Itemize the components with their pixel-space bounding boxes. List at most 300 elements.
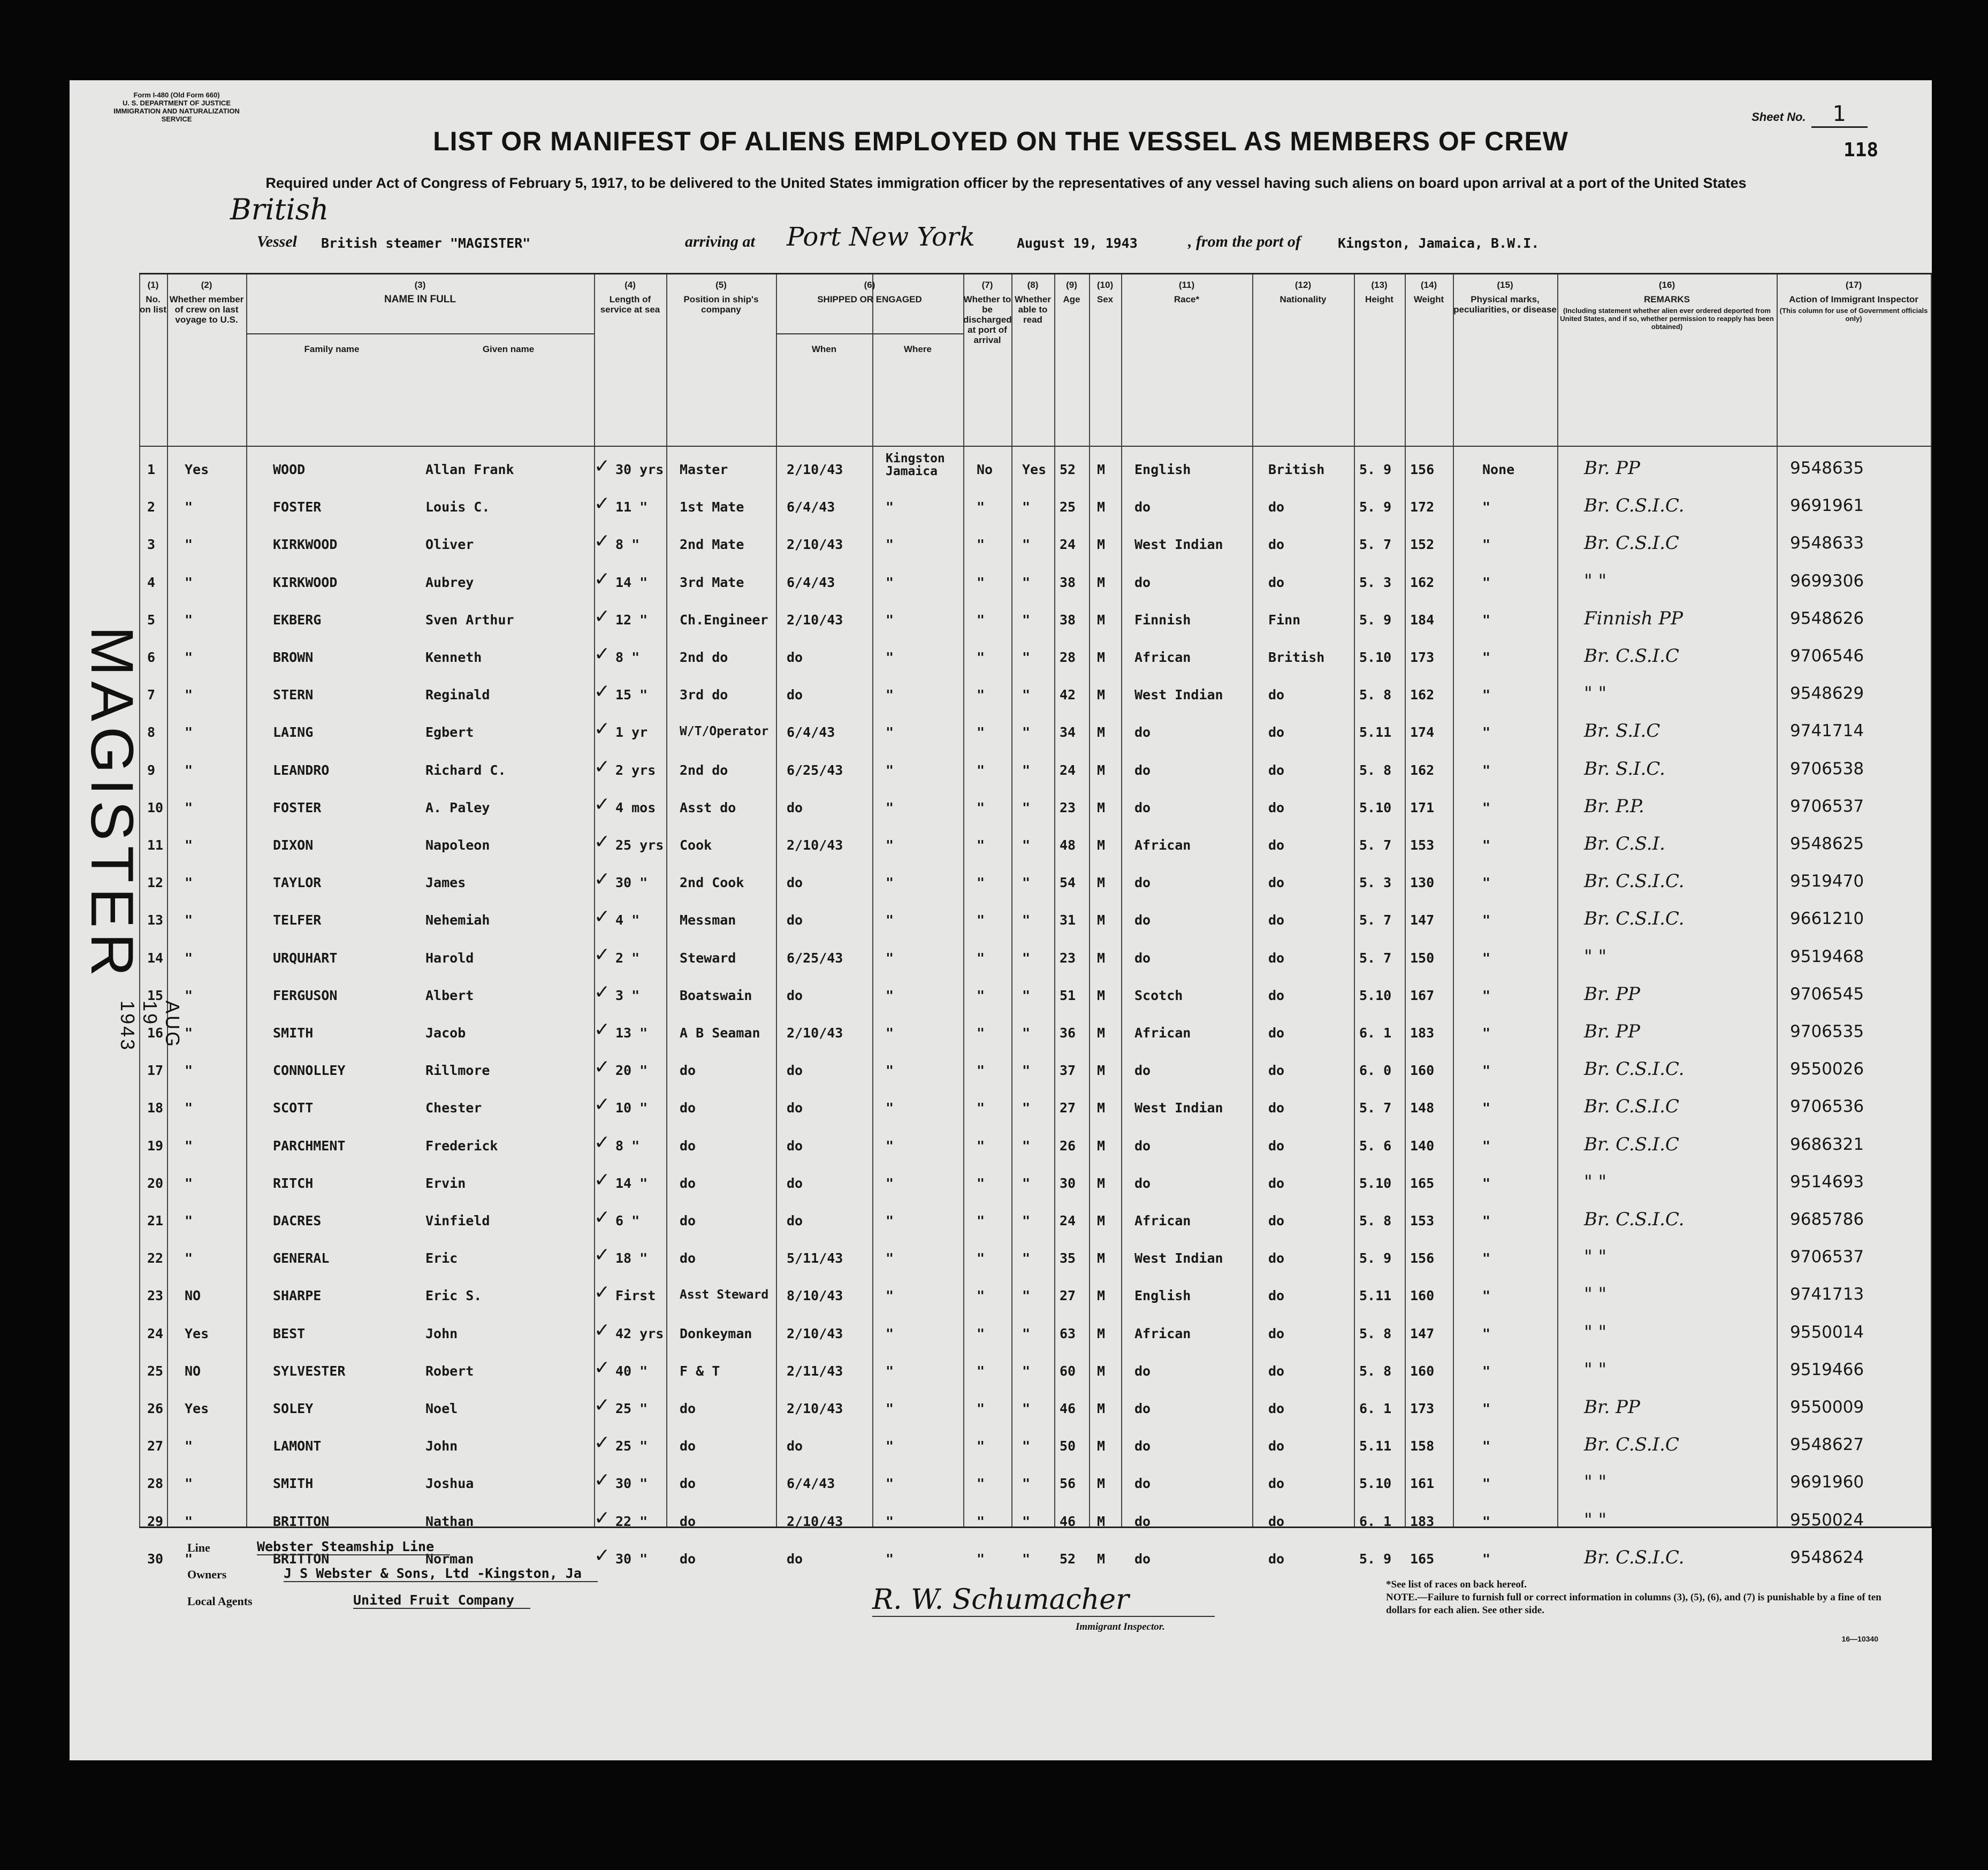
table-row <box>139 1465 1932 1502</box>
cell-remarks: Finnish PP <box>1584 607 1684 629</box>
cell-remarks: Br. C.S.I.C <box>1584 532 1679 554</box>
cell-family-name: KIRKWOOD <box>273 574 338 590</box>
cell-height: 5. 7 <box>1359 1100 1392 1116</box>
cell-weight: 162 <box>1410 762 1435 778</box>
cell-race: do <box>1134 1476 1151 1492</box>
vessel-stamp: MAGISTER AUG 19 1943 <box>79 626 184 1052</box>
cell-inspector-action: 9519468 <box>1790 947 1864 966</box>
cell-sex: M <box>1097 1363 1106 1379</box>
table-row <box>139 1165 1932 1202</box>
table-row <box>139 827 1932 864</box>
cell-nationality: do <box>1268 1288 1285 1304</box>
cell-remarks: " " <box>1584 1246 1607 1268</box>
cell-last-voyage: " <box>185 1438 193 1454</box>
cell-inspector-action: 9706538 <box>1790 759 1864 778</box>
cell-sex: M <box>1097 799 1106 815</box>
cell-shipped-when: do <box>787 1551 803 1567</box>
cell-discharged: " <box>977 1438 985 1454</box>
cell-family-name: URQUHART <box>273 950 338 966</box>
cell-given-name: Richard C. <box>425 762 506 778</box>
cell-able-to-read: " <box>1022 1438 1031 1454</box>
cell-shipped-when: 2/10/43 <box>787 1025 843 1041</box>
cell-service-length: 25 " <box>615 1401 648 1416</box>
table-row <box>139 1428 1932 1465</box>
cell-inspector-action: 9550014 <box>1790 1322 1864 1342</box>
cell-row-no: 17 <box>147 1063 164 1079</box>
cell-discharged: " <box>977 724 985 741</box>
cell-row-no: 19 <box>147 1138 164 1154</box>
check-mark-icon: ✓ <box>594 530 611 553</box>
cell-given-name: Sven Arthur <box>425 612 514 628</box>
cell-age: 42 <box>1060 687 1076 703</box>
cell-race: West Indian <box>1134 537 1223 553</box>
cell-remarks: " " <box>1584 1358 1607 1380</box>
cell-height: 5. 7 <box>1359 537 1392 553</box>
cell-sex: M <box>1097 950 1106 966</box>
cell-discharged: " <box>977 1325 985 1341</box>
cell-inspector-action: 9706546 <box>1790 646 1864 666</box>
cell-service-length: 2 " <box>615 950 640 966</box>
cell-height: 5. 8 <box>1359 1213 1392 1228</box>
check-mark-icon: ✓ <box>594 1394 611 1416</box>
cell-nationality: do <box>1268 950 1285 966</box>
cell-inspector-action: 9548627 <box>1790 1435 1864 1455</box>
cell-shipped-where: " <box>886 799 894 815</box>
check-mark-icon: ✓ <box>594 1319 611 1341</box>
cell-weight: 156 <box>1410 1250 1435 1266</box>
cell-shipped-when: 6/4/43 <box>787 724 835 741</box>
check-mark-icon: ✓ <box>594 455 611 477</box>
cell-age: 38 <box>1060 574 1076 590</box>
cell-discharged: " <box>977 875 985 891</box>
cell-remarks: Br. C.S.I.C <box>1584 1133 1679 1155</box>
cell-family-name: TELFER <box>273 912 322 928</box>
cell-shipped-when: 6/25/43 <box>787 762 843 778</box>
cell-family-name: DIXON <box>273 837 314 853</box>
page-title: LIST OR MANIFEST OF ALIENS EMPLOYED ON THE VESSEL AS MEMBERS OF CREW <box>433 126 1568 156</box>
cell-shipped-where: " <box>886 762 894 778</box>
cell-shipped-where: " <box>886 574 894 590</box>
cell-race: do <box>1134 1175 1151 1191</box>
cell-discharged: " <box>977 1401 985 1416</box>
cell-service-length: 12 " <box>615 612 648 628</box>
cell-race: African <box>1134 650 1191 665</box>
cell-nationality: do <box>1268 499 1285 515</box>
cell-service-length: 25 yrs <box>615 837 664 853</box>
cell-last-voyage: " <box>185 837 193 853</box>
cell-position: W/T/Operator <box>680 724 769 739</box>
cell-able-to-read: " <box>1022 1175 1031 1191</box>
cell-family-name: KIRKWOOD <box>273 537 338 553</box>
manifest-footer <box>187 1541 1900 1701</box>
cell-given-name: Robert <box>425 1363 474 1379</box>
header-marks: (15) Physical marks, peculiarities, or disease <box>1453 280 1557 315</box>
cell-discharged: " <box>977 1063 985 1079</box>
cell-shipped-where: " <box>886 1476 894 1492</box>
cell-service-length: 14 " <box>615 574 648 590</box>
cell-physical-marks: " <box>1482 1325 1491 1341</box>
cell-race: do <box>1134 950 1151 966</box>
cell-able-to-read: " <box>1022 912 1031 928</box>
cell-able-to-read: " <box>1022 537 1031 553</box>
cell-position: do <box>680 1063 696 1079</box>
cell-inspector-action: 9691961 <box>1790 496 1864 516</box>
cell-family-name: SHARPE <box>273 1288 322 1304</box>
cell-service-length: 1 yr <box>615 724 648 741</box>
form-identifier: Form I-480 (Old Form 660) U. S. DEPARTMENT OF JUSTICE IMMIGRATION AND NATURALIZATION SERVICE <box>113 91 240 123</box>
cell-shipped-where: " <box>886 1138 894 1154</box>
cell-nationality: do <box>1268 1175 1285 1191</box>
check-mark-icon: ✓ <box>594 1207 611 1228</box>
cell-height: 5. 3 <box>1359 574 1392 590</box>
cell-given-name: Frederick <box>425 1138 498 1154</box>
cell-able-to-read: " <box>1022 1325 1031 1341</box>
cell-nationality: do <box>1268 1401 1285 1416</box>
cell-shipped-where: " <box>886 1325 894 1341</box>
cell-nationality: do <box>1268 799 1285 815</box>
cell-weight: 165 <box>1410 1551 1435 1567</box>
cell-shipped-where: " <box>886 1401 894 1416</box>
cell-discharged: " <box>977 1476 985 1492</box>
cell-nationality: do <box>1268 1063 1285 1079</box>
table-row <box>139 752 1932 789</box>
cell-row-no: 7 <box>147 687 156 703</box>
cell-able-to-read: " <box>1022 799 1031 815</box>
cell-shipped-when: 6/4/43 <box>787 574 835 590</box>
cell-height: 5. 7 <box>1359 950 1392 966</box>
cell-row-no: 25 <box>147 1363 164 1379</box>
cell-able-to-read: " <box>1022 1363 1031 1379</box>
table-row <box>139 902 1932 939</box>
cell-position: do <box>680 1100 696 1116</box>
cell-nationality: do <box>1268 837 1285 853</box>
cell-inspector-action: 9741714 <box>1790 721 1864 741</box>
cell-sex: M <box>1097 537 1106 553</box>
cell-nationality: do <box>1268 1138 1285 1154</box>
cell-family-name: SMITH <box>273 1476 314 1492</box>
cell-race: do <box>1134 1551 1151 1567</box>
cell-family-name: DACRES <box>273 1213 322 1228</box>
cell-given-name: James <box>425 875 466 891</box>
cell-weight: 174 <box>1410 724 1435 741</box>
cell-remarks: " " <box>1584 1471 1607 1493</box>
cell-last-voyage: " <box>185 537 193 553</box>
check-mark-icon: ✓ <box>594 1019 611 1041</box>
cell-remarks: " " <box>1584 1284 1607 1306</box>
cell-height: 5. 9 <box>1359 499 1392 515</box>
cell-able-to-read: " <box>1022 762 1031 778</box>
cell-shipped-when: 2/10/43 <box>787 537 843 553</box>
cell-sex: M <box>1097 1063 1106 1079</box>
cell-sex: M <box>1097 462 1106 477</box>
cell-inspector-action: 9548629 <box>1790 684 1864 704</box>
cell-height: 5. 8 <box>1359 762 1392 778</box>
cell-nationality: do <box>1268 1213 1285 1228</box>
cell-row-no: 15 <box>147 987 164 1003</box>
cell-last-voyage: " <box>185 1025 193 1041</box>
cell-able-to-read: " <box>1022 724 1031 741</box>
cell-row-no: 10 <box>147 799 164 815</box>
cell-age: 36 <box>1060 1025 1076 1041</box>
cell-discharged: " <box>977 650 985 665</box>
cell-position: do <box>680 1213 696 1228</box>
cell-able-to-read: " <box>1022 875 1031 891</box>
cell-last-voyage: Yes <box>185 462 209 477</box>
cell-inspector-action: 9514693 <box>1790 1172 1864 1192</box>
cell-sex: M <box>1097 650 1106 665</box>
cell-discharged: " <box>977 499 985 515</box>
cell-age: 27 <box>1060 1100 1076 1116</box>
cell-shipped-when: do <box>787 799 803 815</box>
table-row <box>139 1240 1932 1277</box>
check-mark-icon: ✓ <box>594 1281 611 1304</box>
cell-given-name: Chester <box>425 1100 482 1116</box>
cell-shipped-when: 6/4/43 <box>787 499 835 515</box>
cell-row-no: 28 <box>147 1476 164 1492</box>
cell-shipped-when: 2/10/43 <box>787 837 843 853</box>
table-row <box>139 1202 1932 1240</box>
cell-last-voyage: " <box>185 724 193 741</box>
cell-age: 24 <box>1060 537 1076 553</box>
cell-shipped-where: " <box>886 612 894 628</box>
cell-service-length: 8 " <box>615 537 640 553</box>
cell-row-no: 11 <box>147 837 164 853</box>
cell-race: do <box>1134 1401 1151 1416</box>
handwritten-flag: British <box>230 193 329 226</box>
cell-shipped-where: " <box>886 650 894 665</box>
cell-physical-marks: None <box>1482 462 1515 477</box>
cell-given-name: Joshua <box>425 1476 474 1492</box>
cell-weight: 152 <box>1410 537 1435 553</box>
cell-shipped-where: " <box>886 724 894 741</box>
cell-service-length: 25 " <box>615 1438 648 1454</box>
header-service: (4) Length of service at sea <box>600 280 660 315</box>
cell-last-voyage: " <box>185 799 193 815</box>
cell-shipped-when: 5/11/43 <box>787 1250 843 1266</box>
cell-physical-marks: " <box>1482 724 1491 741</box>
cell-remarks: Br. C.S.I.C <box>1584 1434 1679 1456</box>
cell-discharged: " <box>977 837 985 853</box>
cell-race: Finnish <box>1134 612 1191 628</box>
cell-physical-marks: " <box>1482 762 1491 778</box>
cell-remarks: Br. S.I.C. <box>1584 758 1665 780</box>
cell-row-no: 16 <box>147 1025 164 1041</box>
table-row <box>139 1390 1932 1428</box>
cell-able-to-read: " <box>1022 1100 1031 1116</box>
cell-weight: 184 <box>1410 612 1435 628</box>
cell-service-length: 18 " <box>615 1250 648 1266</box>
cell-able-to-read: " <box>1022 1250 1031 1266</box>
cell-position: do <box>680 1551 696 1567</box>
check-mark-icon: ✓ <box>594 793 611 815</box>
check-mark-icon: ✓ <box>594 1169 611 1191</box>
cell-shipped-where: " <box>886 1551 894 1567</box>
cell-weight: 150 <box>1410 950 1435 966</box>
cell-race: do <box>1134 1363 1151 1379</box>
cell-remarks: Br. C.S.I.C. <box>1584 495 1685 517</box>
cell-shipped-when: do <box>787 875 803 891</box>
cell-given-name: Oliver <box>425 537 474 553</box>
line-value: Webster Steamship Line <box>257 1539 450 1555</box>
cell-remarks: Br. PP <box>1584 983 1640 1005</box>
cell-last-voyage: " <box>185 987 193 1003</box>
cell-row-no: 8 <box>147 724 156 741</box>
cell-race: do <box>1134 1138 1151 1154</box>
page-number: 118 <box>1843 139 1878 161</box>
cell-nationality: do <box>1268 1250 1285 1266</box>
cell-sex: M <box>1097 687 1106 703</box>
footnotes: *See list of races on back hereof. NOTE.—Failure to furnish full or correct information in columns (3), (5), (6), and (7) is punishable by a fine of ten dollars for each alien. See other side. <box>1386 1579 1882 1616</box>
cell-height: 5.10 <box>1359 987 1392 1003</box>
cell-service-length: 30 " <box>615 1551 648 1567</box>
cell-height: 5.10 <box>1359 1175 1392 1191</box>
header-nationality: (12) Nationality <box>1279 280 1327 304</box>
cell-weight: 173 <box>1410 1401 1435 1416</box>
cell-position: 3rd Mate <box>680 574 744 590</box>
cell-weight: 148 <box>1410 1100 1435 1116</box>
cell-physical-marks: " <box>1482 1025 1491 1041</box>
cell-inspector-action: 9741713 <box>1790 1285 1864 1304</box>
cell-able-to-read: " <box>1022 837 1031 853</box>
cell-shipped-where: Kingston Jamaica <box>886 452 945 478</box>
cell-physical-marks: " <box>1482 650 1491 665</box>
cell-height: 6. 1 <box>1359 1513 1392 1529</box>
cell-service-length: 4 " <box>615 912 640 928</box>
check-mark-icon: ✓ <box>594 1356 611 1379</box>
cell-sex: M <box>1097 724 1106 741</box>
page-subtitle: Required under Act of Congress of February 5, 1917, to be delivered to the United States immigration officer by the representatives of any vessel having such aliens on board upon arrival at a port of the United States <box>265 175 1747 191</box>
cell-row-no: 30 <box>147 1551 164 1567</box>
vessel-label: Vessel <box>257 233 297 250</box>
cell-position: do <box>680 1138 696 1154</box>
cell-service-length: 13 " <box>615 1025 648 1041</box>
cell-able-to-read: " <box>1022 1138 1031 1154</box>
arriving-label: arriving at <box>685 233 755 250</box>
cell-remarks: Br. S.I.C <box>1584 720 1661 742</box>
cell-family-name: PARCHMENT <box>273 1138 346 1154</box>
cell-weight: 183 <box>1410 1513 1435 1529</box>
cell-able-to-read: " <box>1022 1551 1031 1567</box>
arriving-value: Port New York <box>787 222 975 252</box>
cell-physical-marks: " <box>1482 1213 1491 1228</box>
cell-race: African <box>1134 1025 1191 1041</box>
header-no: (1) No. on list <box>139 280 167 315</box>
cell-physical-marks: " <box>1482 1100 1491 1116</box>
cell-weight: 156 <box>1410 462 1435 477</box>
table-row <box>139 1353 1932 1390</box>
cell-inspector-action: 9548635 <box>1790 459 1864 478</box>
cell-sex: M <box>1097 875 1106 891</box>
cell-inspector-action: 9706537 <box>1790 796 1864 816</box>
cell-weight: 153 <box>1410 1213 1435 1228</box>
cell-shipped-when: do <box>787 650 803 665</box>
check-mark-icon: ✓ <box>594 943 611 966</box>
cell-service-length: 8 " <box>615 1138 640 1154</box>
cell-age: 60 <box>1060 1363 1076 1379</box>
cell-remarks: " " <box>1584 683 1607 705</box>
cell-row-no: 21 <box>147 1213 164 1228</box>
cell-race: English <box>1134 462 1191 477</box>
cell-weight: 153 <box>1410 837 1435 853</box>
cell-height: 6. 1 <box>1359 1025 1392 1041</box>
cell-position: 2nd Mate <box>680 537 744 553</box>
cell-family-name: TAYLOR <box>273 875 322 891</box>
cell-height: 5. 7 <box>1359 837 1392 853</box>
cell-row-no: 9 <box>147 762 156 778</box>
cell-height: 6. 0 <box>1359 1063 1392 1079</box>
table-row <box>139 1052 1932 1089</box>
cell-discharged: " <box>977 574 985 590</box>
cell-position: Ch.Engineer <box>680 612 768 628</box>
cell-given-name: Rillmore <box>425 1063 490 1079</box>
vessel-value: British steamer "MAGISTER" <box>321 235 531 251</box>
cell-given-name: Ervin <box>425 1175 466 1191</box>
cell-remarks: Br. PP <box>1584 457 1640 479</box>
check-mark-icon: ✓ <box>594 681 611 703</box>
cell-physical-marks: " <box>1482 687 1491 703</box>
header-read: (8) Whether able to read <box>1015 280 1051 325</box>
cell-shipped-when: do <box>787 987 803 1003</box>
cell-weight: 160 <box>1410 1363 1435 1379</box>
cell-weight: 167 <box>1410 987 1435 1003</box>
cell-service-length: 20 " <box>615 1063 648 1079</box>
from-port-value: Kingston, Jamaica, B.W.I. <box>1338 235 1540 251</box>
cell-nationality: do <box>1268 1325 1285 1341</box>
cell-inspector-action: 9519466 <box>1790 1360 1864 1379</box>
cell-age: 23 <box>1060 799 1076 815</box>
check-mark-icon: ✓ <box>594 493 611 515</box>
cell-sex: M <box>1097 1025 1106 1041</box>
cell-shipped-when: 6/25/43 <box>787 950 843 966</box>
cell-shipped-when: do <box>787 1175 803 1191</box>
cell-inspector-action: 9548624 <box>1790 1547 1864 1567</box>
cell-position: Asst Steward <box>680 1288 769 1302</box>
cell-row-no: 18 <box>147 1100 164 1116</box>
cell-discharged: " <box>977 537 985 553</box>
cell-sex: M <box>1097 1551 1106 1567</box>
cell-row-no: 4 <box>147 574 156 590</box>
cell-nationality: do <box>1268 1025 1285 1041</box>
cell-height: 5.10 <box>1359 1476 1392 1492</box>
cell-shipped-where: " <box>886 1175 894 1191</box>
cell-last-voyage: " <box>185 1175 193 1191</box>
cell-nationality: do <box>1268 1363 1285 1379</box>
cell-physical-marks: " <box>1482 987 1491 1003</box>
cell-service-length: 3 " <box>615 987 640 1003</box>
cell-able-to-read: " <box>1022 1063 1031 1079</box>
cell-remarks: Br. C.S.I.C. <box>1584 1546 1685 1568</box>
cell-given-name: John <box>425 1438 458 1454</box>
cell-remarks: " " <box>1584 1321 1607 1343</box>
cell-last-voyage: " <box>185 1250 193 1266</box>
check-mark-icon: ✓ <box>594 568 611 590</box>
cell-last-voyage: " <box>185 950 193 966</box>
cell-row-no: 23 <box>147 1288 164 1304</box>
cell-last-voyage: " <box>185 687 193 703</box>
cell-position: Boatswain <box>680 987 752 1003</box>
cell-service-length: 30 " <box>615 1476 648 1492</box>
check-mark-icon: ✓ <box>594 755 611 778</box>
cell-inspector-action: 9706537 <box>1790 1247 1864 1267</box>
cell-shipped-where: " <box>886 537 894 553</box>
cell-position: do <box>680 1476 696 1492</box>
cell-physical-marks: " <box>1482 574 1491 590</box>
cell-weight: 165 <box>1410 1175 1435 1191</box>
header-height: (13) Height <box>1365 280 1393 304</box>
cell-discharged: " <box>977 687 985 703</box>
cell-able-to-read: " <box>1022 499 1031 515</box>
cell-sex: M <box>1097 1438 1106 1454</box>
